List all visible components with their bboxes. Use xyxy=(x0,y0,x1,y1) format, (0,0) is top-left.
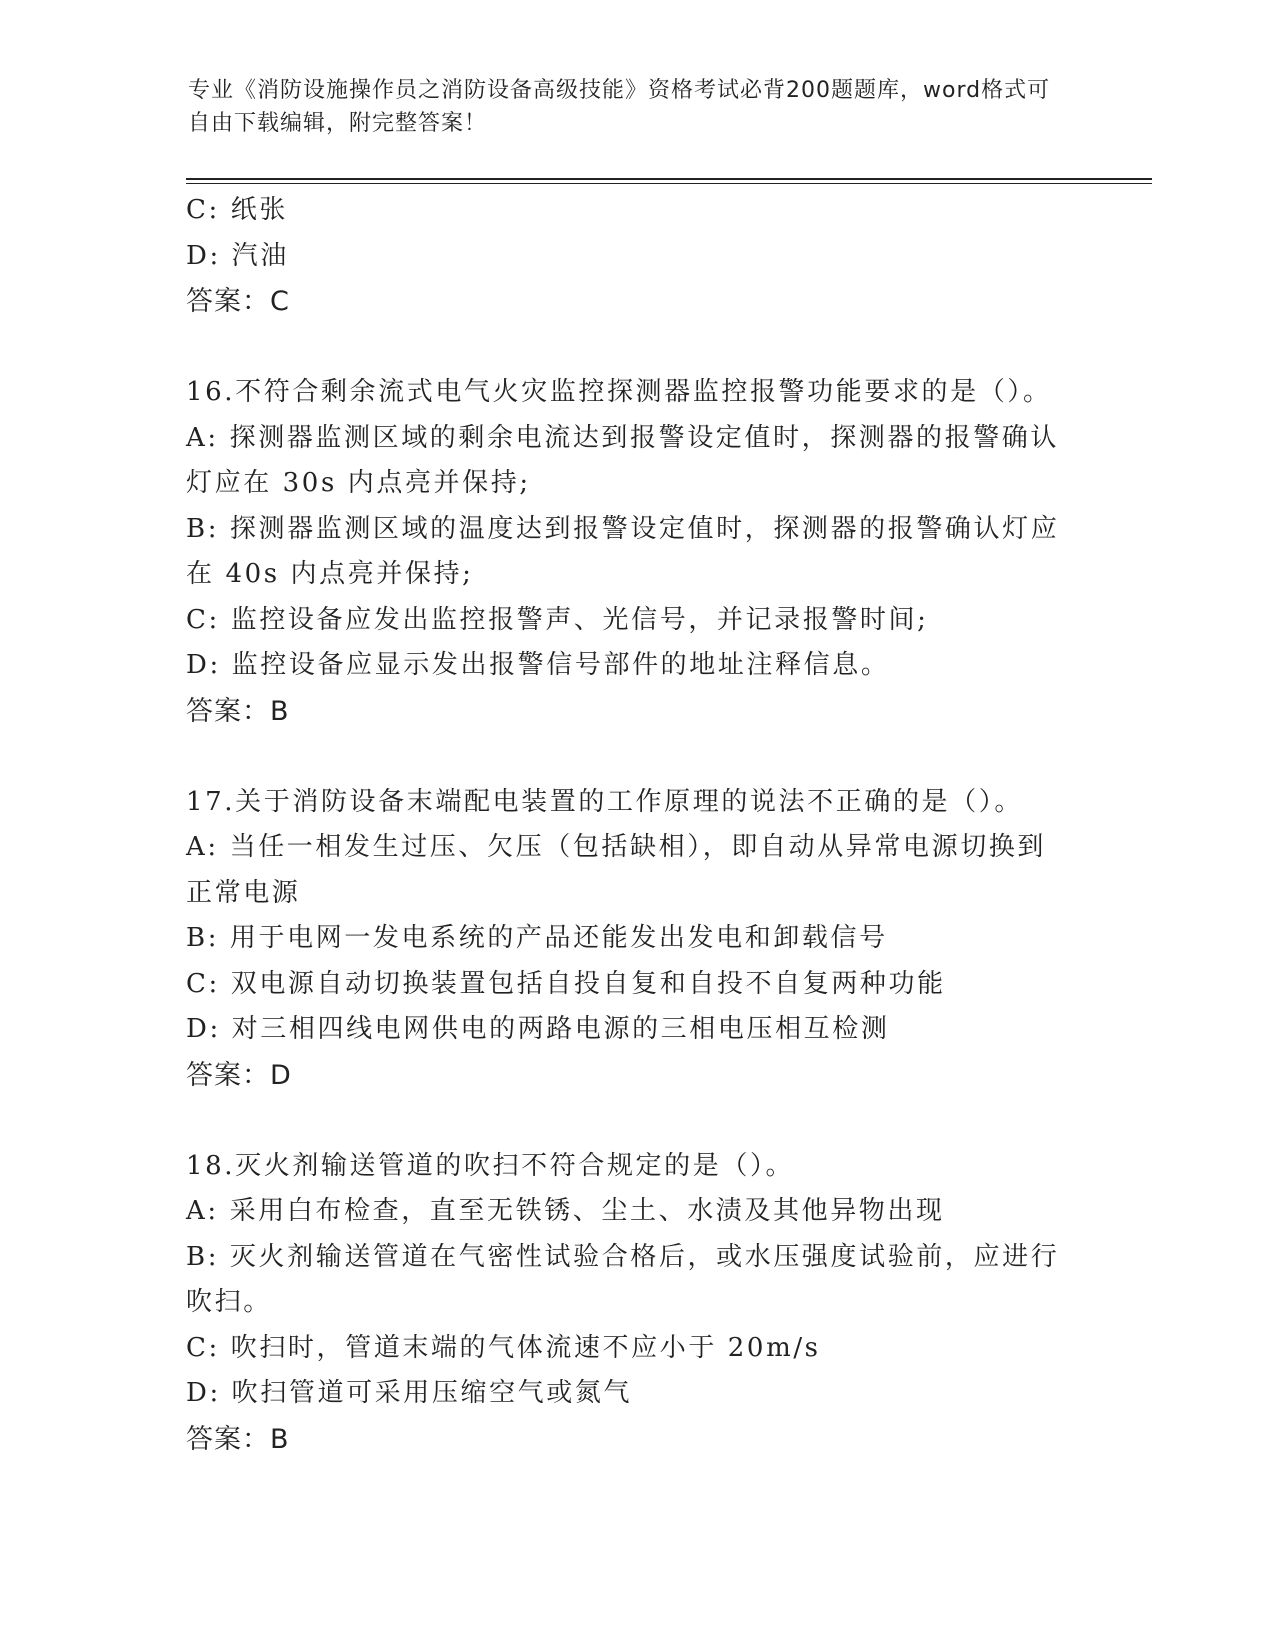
option-d: D: 对三相四线电网供电的两路电源的三相电压相互检测 xyxy=(186,1014,890,1044)
option-a: A: 采用白布检查，直至无铁锈、尘土、水渍及其他异物出现 xyxy=(186,1196,945,1226)
option-b: B: 用于电网一发电系统的产品还能发出发电和卸载信号 xyxy=(186,923,888,953)
document-header xyxy=(188,74,1068,140)
option-b-continued: 在 40s 内点亮并保持; xyxy=(186,559,474,589)
option-d: D: 监控设备应显示发出报警信号部件的地址注释信息。 xyxy=(186,650,890,680)
spacer xyxy=(186,734,1066,780)
answer-line: 答案：B xyxy=(186,1423,290,1455)
option-b: B: 探测器监测区域的温度达到报警设定值时，探测器的报警确认灯应 xyxy=(186,513,1060,544)
option-c: C: 吹扫时，管道末端的气体流速不应小于 20m/s xyxy=(186,1332,821,1363)
answer-line: 答案：D xyxy=(186,1059,292,1091)
document-body xyxy=(186,188,1066,1462)
question-18 xyxy=(186,1144,1066,1463)
header-divider-thick xyxy=(186,178,1152,180)
spacer xyxy=(186,1098,1066,1144)
option-c: C: 纸张 xyxy=(186,195,288,225)
question-text: 17.关于消防设备末端配电装置的工作原理的说法不正确的是（）。 xyxy=(186,786,1023,817)
answer-line: 答案：B xyxy=(186,695,290,727)
spacer xyxy=(186,325,1066,371)
option-b: B: 灭火剂输送管道在气密性试验合格后，或水压强度试验前，应进行 xyxy=(186,1241,1060,1272)
question-text: 18.灭火剂输送管道的吹扫不符合规定的是（）。 xyxy=(186,1150,795,1181)
option-b-continued: 吹扫。 xyxy=(186,1287,272,1317)
option-d: D: 汽油 xyxy=(186,240,289,271)
header-title: 专业《消防设施操作员之消防设备高级技能》资格考试必背200题题库，word格式可自由下载编辑，附完整答案！ xyxy=(188,78,1051,136)
option-a-continued: 灯应在 30s 内点亮并保持; xyxy=(186,468,531,498)
option-c: C: 监控设备应发出监控报警声、光信号，并记录报警时间; xyxy=(186,604,929,635)
option-a: A: 当任一相发生过压、欠压（包括缺相），即自动从异常电源切换到 xyxy=(186,832,1047,862)
option-a: A: 探测器监测区域的剩余电流达到报警设定值时，探测器的报警确认 xyxy=(186,422,1060,453)
header-divider-thin xyxy=(186,183,1152,184)
question-15-continued xyxy=(186,188,1066,325)
option-c: C: 双电源自动切换装置包括自投自复和自投不自复两种功能 xyxy=(186,968,946,999)
option-a-continued: 正常电源 xyxy=(186,877,301,908)
question-text: 16.不符合剩余流式电气火灾监控探测器监控报警功能要求的是（）。 xyxy=(186,377,1052,407)
question-17 xyxy=(186,780,1066,1099)
answer-line: 答案：C xyxy=(186,286,290,317)
question-16 xyxy=(186,370,1066,734)
option-d: D: 吹扫管道可采用压缩空气或氮气 xyxy=(186,1378,633,1408)
